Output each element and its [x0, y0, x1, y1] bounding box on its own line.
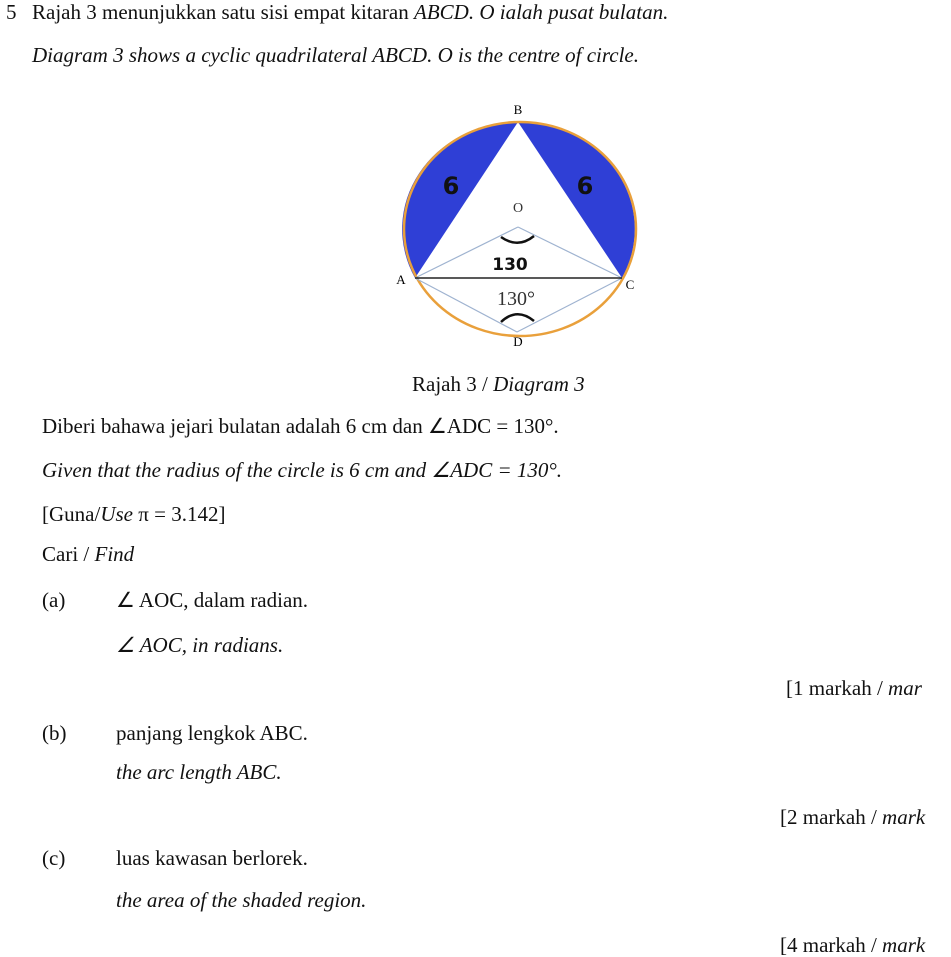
angle-label-adc: 130°: [497, 288, 535, 310]
part-a-malay: ∠ AOC, dalam radian.: [116, 588, 309, 612]
question-number: 5: [6, 0, 17, 24]
intro-malay-text: Rajah 3 menunjukkan satu sisi empat kitaran: [32, 0, 409, 24]
part-b-marks-english: mark: [882, 805, 926, 829]
label-a: A: [396, 272, 406, 287]
label-d: D: [513, 334, 523, 349]
part-c-english: [116, 888, 366, 912]
part-a-marks-english: mar: [888, 676, 922, 700]
angle-arc-aoc: [501, 236, 534, 243]
given-english-text: Given that the radius of the circle is 6 cm and ∠ADC = 130°.: [42, 458, 563, 482]
part-c-marks: [780, 933, 925, 957]
part-c-label: (c): [42, 846, 66, 870]
part-c-english-text: the area of the shaded region.: [116, 888, 367, 912]
diagram-caption: [412, 372, 585, 396]
use-pi: [42, 502, 225, 526]
use-malay: [Guna/: [42, 502, 101, 526]
label-b: B: [513, 102, 523, 117]
part-b-english-text: the arc length ABC.: [116, 760, 282, 784]
intro-english-text: Diagram 3 shows a cyclic quadrilateral ABCD. O is the centre of circle.: [32, 43, 639, 67]
part-c-marks-english: mark: [882, 933, 926, 957]
part-a-english: [116, 633, 283, 657]
find-heading: [42, 542, 134, 566]
part-a-english-text: ∠ AOC, in radians.: [116, 633, 284, 657]
part-c-malay: luas kawasan berlorek.: [116, 846, 308, 870]
caption-english: Diagram 3: [493, 372, 585, 396]
label-c: C: [625, 277, 635, 292]
find-malay: Cari /: [42, 542, 95, 566]
handwritten-six-right: 6: [576, 172, 594, 200]
use-english: Use: [100, 502, 133, 526]
part-a-label: (a): [42, 588, 66, 612]
handwritten-six-left: 6: [442, 172, 460, 200]
pi-value: π = 3.142]: [133, 502, 226, 526]
part-c-marks-malay: [4 markah /: [780, 933, 883, 957]
part-a-marks: [786, 676, 922, 700]
given-malay: Diberi bahawa jejari bulatan adalah 6 cm dan ∠ADC = 130°.: [42, 414, 559, 438]
given-english: [42, 458, 562, 482]
part-b-marks-malay: [2 markah /: [780, 805, 883, 829]
handwritten-angle: 130: [492, 255, 528, 275]
part-a-marks-malay: [1 markah /: [786, 676, 889, 700]
part-b-malay: panjang lengkok ABC.: [116, 721, 308, 745]
intro-malay-italic: ABCD. O ialah pusat bulatan.: [414, 0, 669, 24]
caption-malay: Rajah 3 /: [412, 372, 488, 396]
find-english: Find: [94, 542, 135, 566]
part-b-label: (b): [42, 721, 67, 745]
part-b-marks: [780, 805, 925, 829]
label-o: O: [512, 201, 524, 216]
angle-arc-adc: [501, 314, 534, 322]
part-b-english: [116, 760, 282, 784]
